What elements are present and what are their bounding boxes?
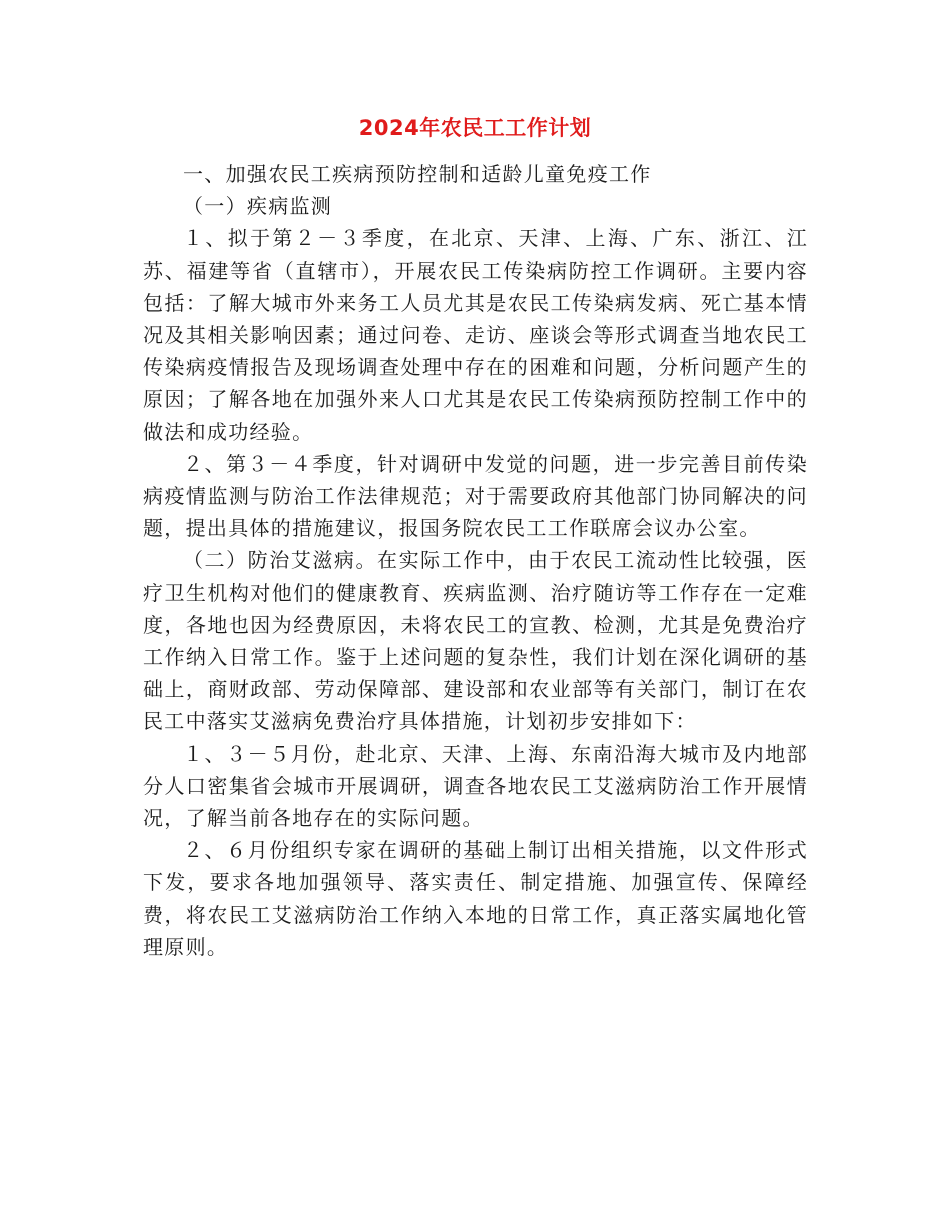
paragraph-monitoring-item-1: １、拟于第２－３季度，在北京、天津、上海、广东、浙江、江苏、福建等省（直辖市），开展农民工传染病防控工作调研。主要内容包括：了解大城市外来务工人员尤其是农民工传染病发病、死亡基本情况及其相关影响因素；通过问卷、走访、座谈会等形式调查当地农民工传染病疫情报告及现场调查处理中存在的困难和问题，分析问题产生的原因；了解各地在加强外来人口尤其是农民工传染病预防控制工作中的做法和成功经验。 <box>143 226 808 444</box>
heading-section-one: 一、加强农民工疾病预防控制和适龄儿童免疫工作 <box>183 162 652 186</box>
heading-disease-monitoring: （一）疾病监测 <box>183 194 333 219</box>
paragraph-aids-item-2: ２、６月份组织专家在调研的基础上制订出相关措施，以文件形式下发，要求各地加强领导、落实责任、制定措施、加强宣传、保障经费，将农民工艾滋病防治工作纳入本地的日常工作，真正落实属地化管理原则。 <box>143 838 808 959</box>
paragraph-aids-item-1: １、３－５月份，赴北京、天津、上海、东南沿海大城市及内地部分人口密集省会城市开展调研，调查各地农民工艾滋病防治工作开展情况，了解当前各地存在的实际问题。 <box>143 741 808 831</box>
paragraph-aids-prevention: （二）防治艾滋病。在实际工作中，由于农民工流动性比较强，医疗卫生机构对他们的健康教育、疾病监测、治疗随访等工作存在一定难度，各地也因为经费原因，未将农民工的宣教、检测，尤其是免费治疗工作纳入日常工作。鉴于上述问题的复杂性，我们计划在深化调研的基础上，商财政部、劳动保障部、建设部和农业部等有关部门，制订在农民工中落实艾滋病免费治疗具体措施，计划初步安排如下： <box>143 548 808 734</box>
document-title: 2024年农民工工作计划 <box>358 116 592 140</box>
paragraph-monitoring-item-2: ２、第３－４季度，针对调研中发觉的问题，进一步完善目前传染病疫情监测与防治工作法律规范；对于需要政府其他部门协同解决的问题，提出具体的措施建议，报国务院农民工工作联席会议办公室。 <box>143 451 808 541</box>
document-body <box>143 158 808 963</box>
